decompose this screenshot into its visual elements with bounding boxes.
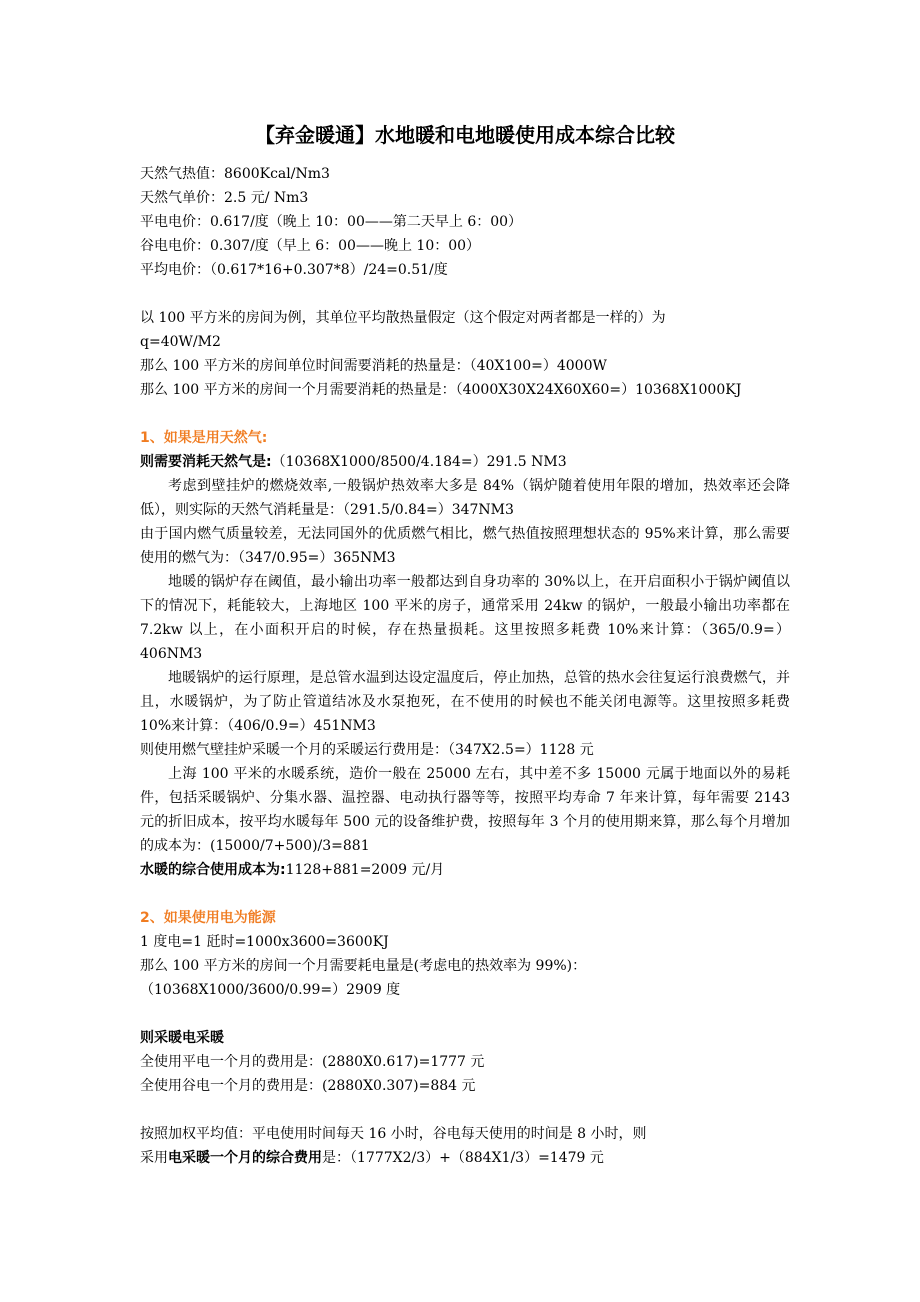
gas-consumption-value: （10368X1000/8500/4.184=）291.5 NM3 — [271, 454, 567, 470]
parameter-list — [140, 162, 790, 282]
hydronic-total-cost-value: 1128+881=2009 元/月 — [285, 862, 445, 878]
electric-total-cost-line — [140, 1146, 790, 1170]
electric-section-heading: 2、如果使用电为能源 — [140, 910, 276, 926]
electric-consumption-value: （10368X1000/3600/0.99=）2909 度 — [140, 982, 401, 998]
param-average-electricity-price: 平均电价：（0.617*16+0.307*8）/24=0.51/度 — [140, 262, 448, 278]
gas-quality-paragraph: 由于国内燃气质量较差，无法同国外的优质燃气相比，燃气热值按照理想状态的 95%来计算，那么需要使用的燃气为：（347/0.95=）365NM3 — [140, 526, 790, 566]
intro-line: 那么 100 平方米的房间一个月需要消耗的热量是：（4000X30X24X60X60=）10368X1000KJ — [140, 382, 742, 398]
electric-section — [140, 906, 790, 1170]
boiler-operation-paragraph: 地暖锅炉的运行原理，是总管水温到达设定温度后，停止加热，总管的热水会往复运行浪费燃气，并且，水暖锅炉，为了防止管道结冰及水泵抱死，在不使用的时候也不能关闭电源等。这里按照多耗费 10%来计算：（406/0.9=）451NM3 — [140, 670, 790, 734]
param-gas-price: 天然气单价：2.5 元/ Nm3 — [140, 190, 309, 206]
spacer — [140, 402, 790, 426]
intro-line: q=40W/M2 — [140, 334, 221, 350]
document-page — [140, 120, 790, 1170]
param-valley-electricity-price: 谷电电价：0.307/度（早上 6：00——晚上 10：00） — [140, 238, 481, 254]
hydronic-system-cost-paragraph: 上海 100 平米的水暖系统，造价一般在 25000 左右，其中差不多 15000 元属于地面以外的易耗件，包括采暖锅炉、分集水器、温控器、电动执行器等等，按照平均寿命 7 年来计算，每年需要 2143 元的折旧成本，按平均水暖每年 500 元的设备维护费，按照每年 3 个月的使用期来算，那么每个月增加的成本为：(15000/7+500)/3=881 — [140, 766, 790, 854]
gas-section-heading: 1、如果是用天然气: — [140, 430, 268, 446]
gas-section — [140, 426, 790, 882]
gas-running-cost-paragraph: 则使用燃气壁挂炉采暖一个月的采暖运行费用是：（347X2.5=）1128 元 — [140, 742, 594, 758]
spacer — [140, 882, 790, 906]
spacer — [140, 1098, 790, 1122]
intro-section — [140, 306, 790, 402]
electric-total-cost-value: 是：（1777X2/3）+（884X1/3）=1479 元 — [322, 1150, 604, 1166]
electric-heating-subheading: 则采暖电采暖 — [140, 1030, 224, 1046]
intro-line: 以 100 平方米的房间为例，其单位平均散热量假定（这个假定对两者都是一样的）为 — [140, 310, 666, 326]
hydronic-total-cost-label: 水暖的综合使用成本为: — [140, 862, 286, 878]
valley-electricity-cost-line: 全使用谷电一个月的费用是：(2880X0.307)=884 元 — [140, 1078, 476, 1094]
gas-efficiency-paragraph: 考虑到壁挂炉的燃烧效率,一般锅炉热效率大多是 84%（锅炉随着使用年限的增加，热效率还会降低），则实际的天然气消耗量是：（291.5/0.84=）347NM3 — [140, 478, 790, 518]
boiler-threshold-paragraph: 地暖的锅炉存在阈值，最小输出功率一般都达到自身功率的 30%以上，在开启面积小于锅炉阈值以下的情况下，耗能较大，上海地区 100 平米的房子，通常采用 24kw 的锅炉，一般最小输出功率都在 7.2kw 以上，在小面积开启的时候，存在热量损耗。这里按照多耗费 10%来计算：（365/0.9=）406NM3 — [140, 574, 790, 662]
document-title: 【弃金暖通】水地暖和电地暖使用成本综合比较 — [255, 123, 675, 147]
intro-line: 那么 100 平方米的房间单位时间需要消耗的热量是：（40X100=）4000W — [140, 358, 607, 374]
electric-consumption-line: 那么 100 平方米的房间一个月需要耗电量是(考虑电的热效率为 99%)： — [140, 958, 587, 974]
weighted-average-line: 按照加权平均值：平电使用时间每天 16 小时，谷电每天使用的时间是 8 小时，则 — [140, 1126, 647, 1142]
electric-total-cost-prefix: 采用 — [140, 1150, 168, 1166]
gas-consumption-label: 则需要消耗天然气是: — [140, 454, 272, 470]
gas-consumption-line — [140, 450, 790, 474]
param-normal-electricity-price: 平电电价：0.617/度（晚上 10：00——第二天早上 6：00） — [140, 214, 523, 230]
spacer — [140, 282, 790, 306]
normal-electricity-cost-line: 全使用平电一个月的费用是：(2880X0.617)=1777 元 — [140, 1054, 485, 1070]
hydronic-total-cost-line — [140, 858, 790, 882]
electric-total-cost-label: 电采暖一个月的综合费用 — [168, 1150, 322, 1166]
param-gas-heat-value: 天然气热值：8600Kcal/Nm3 — [140, 166, 330, 182]
kwh-conversion-line: 1 度电=1 瓩时=1000x3600=3600KJ — [140, 934, 389, 950]
spacer — [140, 1002, 790, 1026]
